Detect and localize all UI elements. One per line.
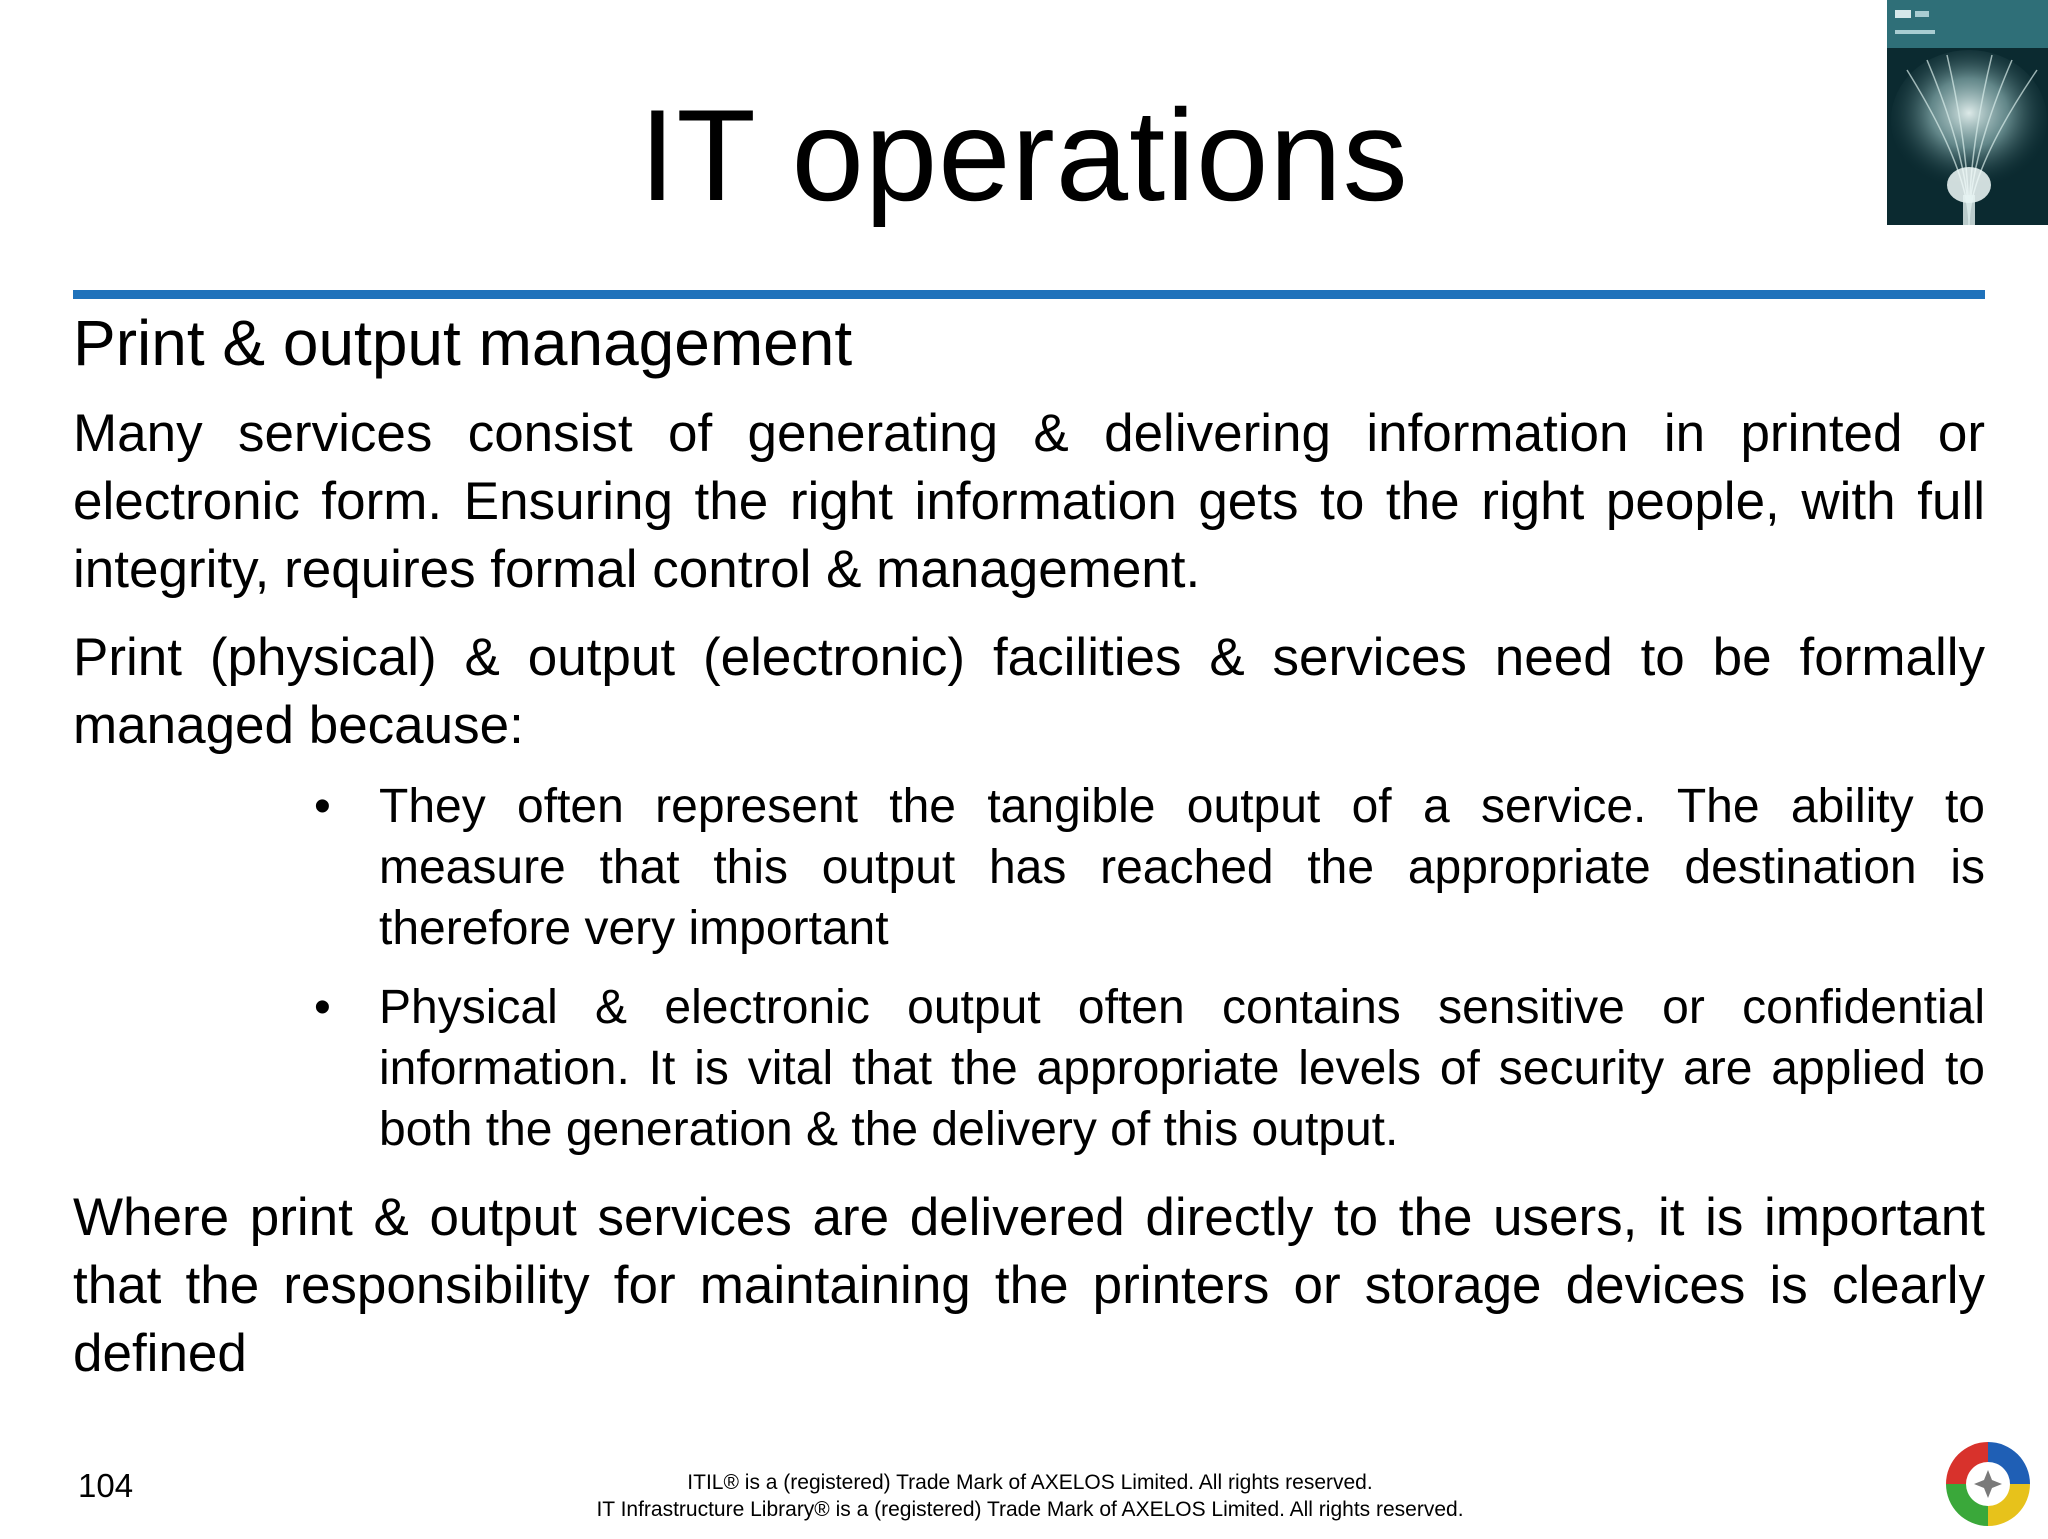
paragraph-reasons-lead: Print (physical) & output (electronic) facilities & services need to be formally managed because:	[73, 628, 1985, 755]
trademark-footer	[420, 1469, 1640, 1523]
bullet-text: They often represent the tangible output of a service. The ability to measure that this output has reached the appropriate destination is therefore very important	[379, 780, 1985, 955]
bullet-text: Physical & electronic output often contains sensitive or confidential information. It is vital that the appropriate levels of security are applied to both the generation & the delivery of this output.	[379, 981, 1985, 1156]
pdca-cycle-icon	[1938, 1434, 2038, 1534]
paragraph-responsibility: Where print & output services are delivered directly to the users, it is important that the responsibility for maintaining the printers or storage devices is clearly defined	[73, 1188, 1985, 1383]
book-cover-image	[1887, 0, 2048, 225]
bullet-marker: •	[314, 780, 331, 833]
trademark-line: ITIL® is a (registered) Trade Mark of AXELOS Limited. All rights reserved.	[687, 1471, 1373, 1494]
paragraph-intro: Many services consist of generating & delivering information in printed or electronic form. Ensuring the right information gets to the right people, with full integrity, requires formal control & management.	[73, 404, 1985, 599]
section-heading: Print & output management	[73, 307, 853, 379]
title-divider	[73, 290, 1985, 299]
bullet-marker: •	[314, 981, 331, 1034]
bullet-list	[300, 776, 1985, 1178]
slide-title: IT operations	[639, 82, 1409, 228]
bullet-item	[300, 977, 1985, 1160]
bullet-item	[300, 776, 1985, 959]
page-number: 104	[78, 1467, 134, 1504]
trademark-line: IT Infrastructure Library® is a (registered) Trade Mark of AXELOS Limited. All rights reserved.	[596, 1498, 1464, 1521]
